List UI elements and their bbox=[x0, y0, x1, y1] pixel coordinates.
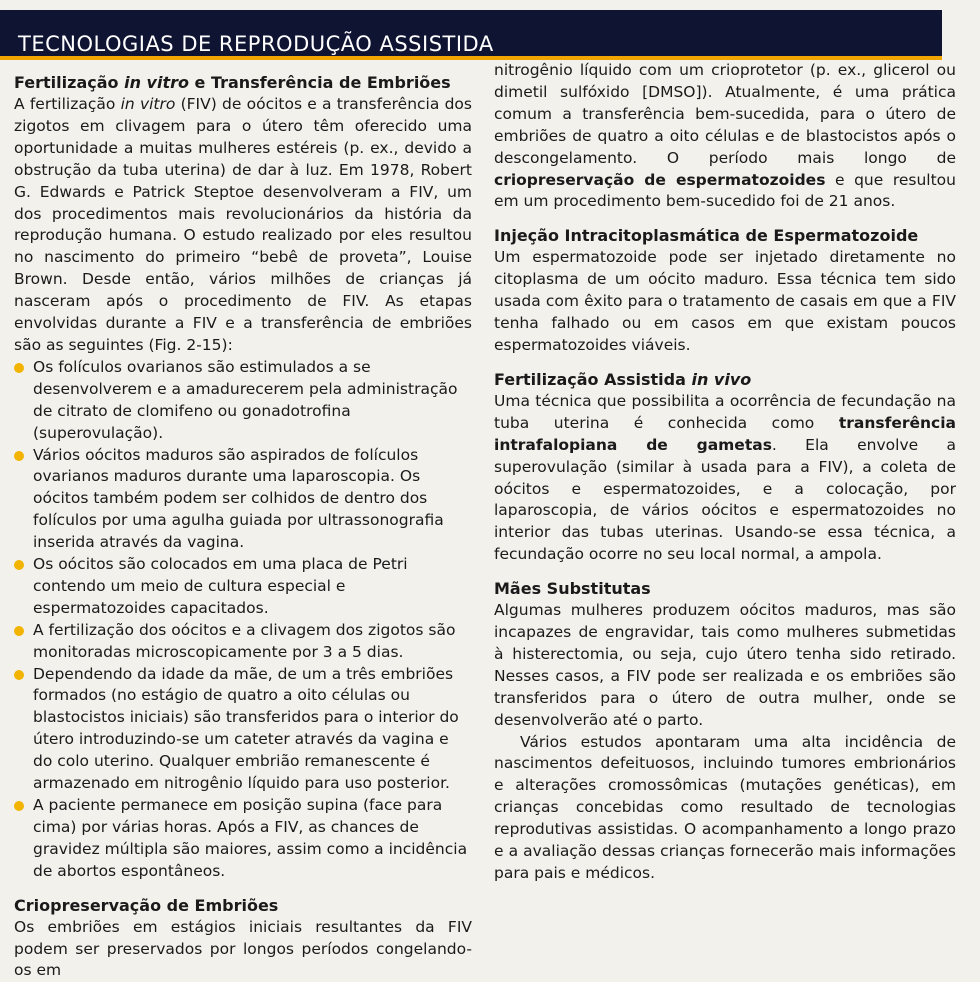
list-item bbox=[14, 795, 472, 883]
heading-text: e Transferência de Embriões bbox=[188, 73, 451, 92]
bullet-icon bbox=[14, 363, 24, 373]
heading-embryo-cryopreservation: Criopreservação de Embriões bbox=[14, 895, 279, 915]
section-header-bar bbox=[0, 10, 942, 60]
list-item-text: Os folículos ovarianos são estimulados a se desenvolverem e a amadurecerem pela administração de citrato de clomifeno ou gonadotrofina (superovulação). bbox=[33, 357, 458, 442]
list-item-text: Vários oócitos maduros são aspirados de folículos ovarianos maduros durante uma laparoscopia. Os oócitos também podem ser colhidos de dentro dos folículos por uma agulha guiada por ultrassonografia inserida através da vagina. bbox=[33, 445, 444, 552]
icsi-paragraph: Um espermatozoide pode ser injetado diretamente no citoplasma de um oócito maduro. Essa técnica tem sido usada com êxito para o tratamento de casais em que a FIV tenha falhado ou em casos em que existam poucos espermatozoides viáveis. bbox=[494, 248, 956, 354]
heading-assisted-in-vivo bbox=[494, 369, 956, 391]
ivf-steps-list bbox=[14, 357, 472, 883]
surrogate-paragraph: Algumas mulheres produzem oócitos maduros, mas são incapazes de engravidar, tais como mulheres submetidas à histerectomia, ou seja, cujo útero tenha sido retirado. Nesses casos, a FIV pode ser realizada e os embriões são transferidos para o útero de outra mulher, onde se desenvolverão até o parto. bbox=[494, 601, 956, 729]
bullet-icon bbox=[14, 451, 24, 461]
spacer bbox=[494, 213, 956, 225]
gift-paragraph bbox=[494, 391, 956, 566]
list-item bbox=[14, 357, 472, 445]
bullet-icon bbox=[14, 560, 24, 570]
paragraph-italic-text: in vitro bbox=[120, 95, 176, 113]
bullet-icon bbox=[14, 801, 24, 811]
paragraph-text: Uma técnica que possibilita a ocorrência de fecundação na tuba uterina é conhecida como bbox=[494, 391, 956, 432]
ivf-intro-paragraph bbox=[14, 94, 472, 357]
spacer bbox=[494, 357, 956, 369]
heading-icsi: Injeção Intracitoplasmática de Espermatozoide bbox=[494, 226, 919, 246]
heading-ivf-embryo-transfer bbox=[14, 72, 472, 94]
paragraph-bold-term: criopreservação de espermatozoides bbox=[494, 170, 826, 189]
list-item bbox=[14, 620, 472, 664]
list-item-text: A paciente permanece em posição supina (face para cima) por várias horas. Após a FIV, as chances de gravidez múltipla são maiores, assim como a incidência de abortos espontâneos. bbox=[33, 796, 468, 880]
heading-italic-text: in vitro bbox=[124, 73, 189, 92]
paragraph-bold-term: transferência intrafalopiana de gametas bbox=[494, 413, 956, 454]
heading-text: Fertilização Assistida bbox=[494, 369, 692, 389]
heading-surrogate-mothers: Mães Substitutas bbox=[494, 579, 651, 599]
paragraph-text: nitrogênio líquido com um crioprotetor (p. ex., glicerol ou dimetil sulfóxido [DMSO]). Atualmente, é uma prática comum a transferência bem-sucedida, para o útero de embriões de quatro a oito células e de blastocistos após o descongelamento. O período mais longo de bbox=[494, 61, 956, 167]
list-item-text: Dependendo da idade da mãe, de um a três embriões formados (no estágio de quatro a oito células ou blastocistos iniciais) são transferidos para o interior do útero introduzindo-se um cateter através da vagina e do colo uterino. Qualquer embrião remanescente é armazenado em nitrogênio líquido para uso posterior. bbox=[33, 664, 459, 793]
list-item-text: A fertilização dos oócitos e a clivagem dos zigotos são monitoradas microscopicamente por 3 a 5 dias. bbox=[33, 620, 456, 661]
heading-text: Fertilização bbox=[14, 73, 125, 92]
list-item bbox=[14, 554, 472, 620]
cryopreservation-paragraph: Os embriões em estágios iniciais resultantes da FIV podem ser preservados por longos períodos congelando-os em bbox=[14, 917, 472, 980]
heading-italic-text: in vivo bbox=[691, 369, 752, 389]
bullet-icon bbox=[14, 670, 24, 680]
paragraph-text: e que resultou em um procedimento bem-sucedido foi de 21 anos. bbox=[494, 170, 956, 211]
list-item bbox=[14, 445, 472, 555]
spacer bbox=[494, 566, 956, 578]
studies-paragraph: Vários estudos apontaram uma alta incidência de nascimentos defeituosos, incluindo tumores embrionários e alterações cromossômicas (mutações genéticas), em crianças concebidas como resultado de tecnologias reprodutivas assistidas. O acompanhamento a longo prazo e a avaliação dessas crianças fornecerão mais informações para pais e médicos. bbox=[494, 732, 956, 882]
right-column bbox=[494, 60, 956, 885]
spacer bbox=[14, 883, 472, 895]
list-item-text: Os oócitos são colocados em uma placa de Petri contendo um meio de cultura especial e espermatozoides capacitados. bbox=[33, 555, 408, 617]
bullet-icon bbox=[14, 626, 24, 636]
left-column bbox=[14, 72, 472, 982]
list-item bbox=[14, 664, 472, 795]
paragraph-text: A fertilização bbox=[14, 95, 121, 113]
paragraph-text: . Ela envolve a superovulação (similar à usada para a FIV), a coleta de oócitos e espermatozoides, e a colocação, por laparoscopia, de vários oócitos e espermatozoides no interior das tubas uterinas. Usando-se essa técnica, a fecundação ocorre no seu local normal, a ampola. bbox=[494, 435, 956, 564]
paragraph-text: (FIV) de oócitos e a transferência dos zigotos em clivagem para o útero têm oferecido uma oportunidade a muitas mulheres estéreis (p. ex., devido a obstrução da tuba uterina) de dar à luz. Em 1978, Robert G. Edwards e Patrick Steptoe desenvolveram a FIV, um dos procedimentos mais revolucionários da história da reprodução humana. O estudo realizado por eles resultou no nascimento do primeiro “bebê de proveta”, Louise Brown. Desde então, vários milhões de crianças já nasceram após o procedimento de FIV. As etapas envolvidas durante a FIV e a transferência de embriões são as seguintes (Fig. 2-15): bbox=[14, 95, 472, 354]
chapter-section-title: TECNOLOGIAS DE REPRODUÇÃO ASSISTIDA bbox=[18, 32, 494, 56]
cryopreservation-continuation bbox=[494, 60, 956, 213]
